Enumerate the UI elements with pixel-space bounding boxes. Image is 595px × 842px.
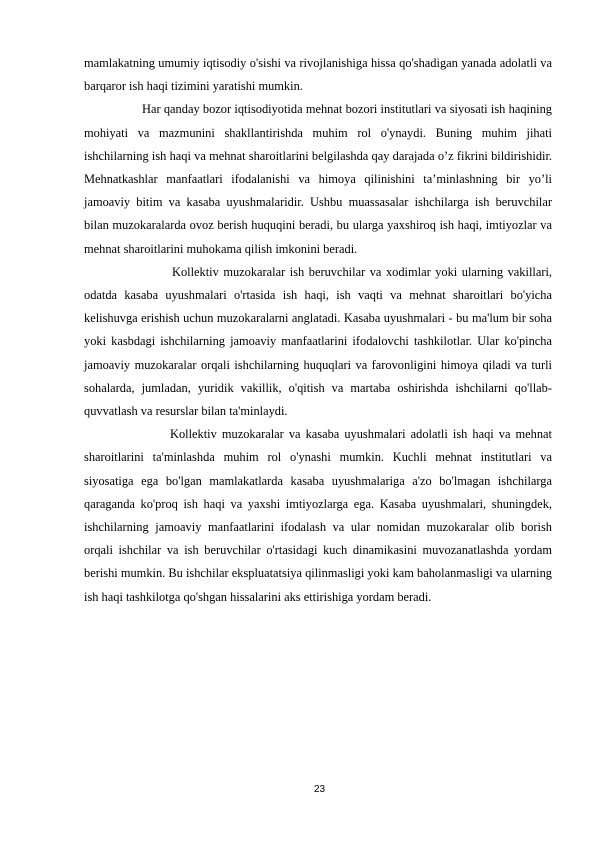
paragraph-continuation: mamlakatning umumiy iqtisodiy o'sishi va rivojlanishiga hissa qo'shadigan yanada adolatli va barqaror ish haqi tizimini yaratishi mumkin. — [84, 56, 552, 94]
document-page — [84, 52, 552, 609]
page-number: 23 — [313, 784, 326, 795]
paragraph-trade-unions: Kollektiv muzokaralar va kasaba uyushmalari adolatli ish haqi va mehnat sharoitlarini ta'minlashda muhim rol o'ynashi mumkin. Kuchli mehnat institutlari va siyosatiga ega bo'lgan mamlakatlarda kasaba uyushmalariga a'zo bo'lmagan ishchilarga qaraganda ko'proq ish haqi va yaxshi imtiyozlarga ega. Kasaba uyushmalari, shuningdek, ishchilarning jamoaviy manfaatlarini ifodalash va ular nomidan muzokaralar olib borish orqali ishchilar va ish beruvchilar o'rtasidagi kuch dinamikasini muvozanatlashda yordam berishi mumkin. Bu ishchilar ekspluatatsiya qilinmasligi yoki kam baholanmasligi va ularning ish haqi tashkilotga qo'shgan hissalarini aks ettirishiga yordam beradi. — [84, 427, 552, 604]
paragraph-collective-bargaining: Kollektiv muzokaralar ish beruvchilar va xodimlar yoki ularning vakillari, odatda kasaba uyushmalari o'rtasida ish haqi, ish vaqti va mehnat sharoitlari bo'yicha kelishuvga erishish uchun muzokaralarni anglatadi. Kasaba uyushmalari - bu ma'lum bir soha yoki kasbdagi ishchilarning jamoaviy manfaatlarini ifodalovchi tashkilotlar. Ular ko'pincha jamoaviy muzokaralar orqali ishchilarning huquqlari va farovonligini himoya qiladi va turli sohalarda, jumladan, yuridik vakillik, o'qitish va martaba oshirishda ishchilarni qo'llab-quvvatlash va resurslar bilan ta'minlaydi. — [84, 264, 552, 419]
paragraph-labor-institutions: Har qanday bozor iqtisodiyotida mehnat bozori institutlari va siyosati ish haqining mohiyati va mazmunini shakllantirishda muhim rol o'ynaydi. Buning muhim jihati ishchilarning ish haqi va mehnat sharoitlarini belgilashda qay darajada o’z fikrini bildirishidir. Mehnatkashlar manfaatlari ifodalanishi va himoya qilinishini ta’minlashning bir yo’li jamoaviy bitim va kasaba uyushmalaridir. Ushbu muassasalar ishchilarga ish beruvchilar bilan muzokaralarda ovoz berish huquqini beradi, bu ularga yaxshiroq ish haqi, imtiyozlar va mehnat sharoitlarini muhokama qilish imkonini beradi. — [84, 102, 552, 256]
